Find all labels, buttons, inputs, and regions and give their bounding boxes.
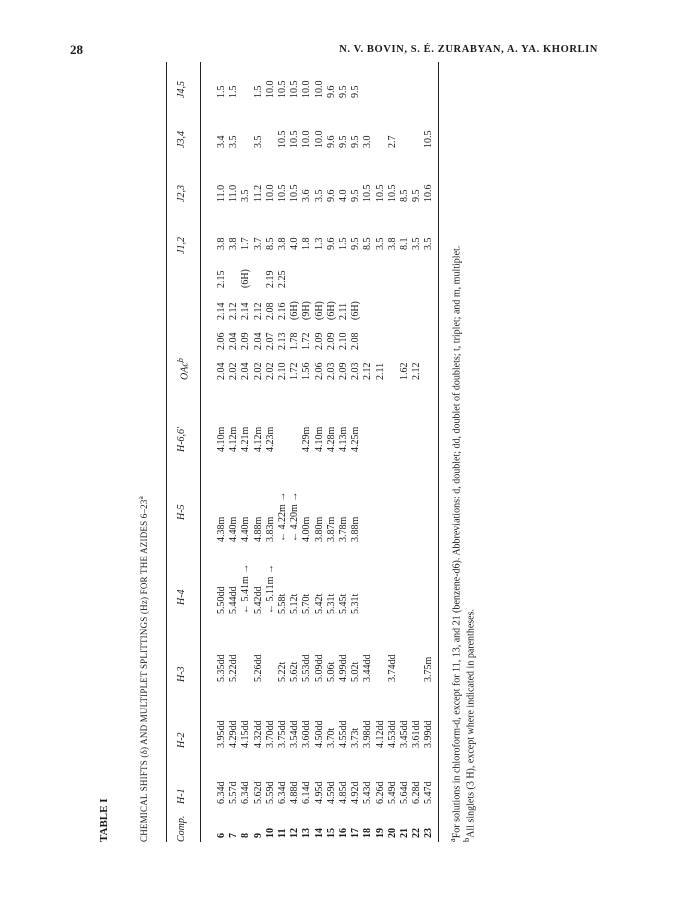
header-h3: H-3 [176,666,187,682]
column-oac-1: 2.04 2.02 2.04 2.02 2.02 2.10 1.72 1.56 2.06 2.03 2.09 2.03 2.12 2.11 1.62 2.12 [216,362,423,380]
header-h2: H-2 [176,732,187,748]
header-j23: J2,3 [176,185,187,202]
column-j23: 11.0 11.0 3.5 11.2 10.0 10.5 10.5 3.6 3.5 9.6 4.0 9.5 10.5 10.5 10.5 8.5 9.5 10.6 [216,184,435,202]
column-j12: 3.8 3.8 1.7 3.7 8.5 3.8 4.0 1.8 1.3 9.6 1.5 9.5 8.5 3.5 3.8 8.1 3.5 3.5 [216,237,435,250]
page-number: 28 [70,42,83,57]
header-comp: Comp. [176,815,187,842]
header-oac-mark: b [176,358,185,363]
column-h5: 4.38m 4.40m 4.40m 4.88m 3.83m ← 4.22m → ← 4.20m → 4.00m 3.80m 3.87m 3.78m 3.88m [216,491,362,542]
table-caption-text: CHEMICAL SHIFTS (δ) AND MULTIPLET SPLITTINGS (Hz) FOR THE AZIDES 6–23 [139,499,149,842]
running-head: N. V. BOVIN, S. É. ZURABYAN, A. YA. KHORLIN [339,44,598,55]
footnote-b-mark: b [462,837,471,842]
header-j12: J1,2 [176,237,187,254]
column-h1: 6.34d 5.57d 6.34d 5.62d 5.59d 6.34d 4.88d 6.14d 4.95d 4.59d 4.85d 4.92d 5.43d 6.26d 5.49d 5.64d 6.28d 5.47d [216,781,435,804]
caption-footnote-mark: a [136,495,145,500]
footnote-a-text: For solutions in chloroform-d, except for 11, 13, and 21 (benzene-d6). Abbreviations: d, doublet; dd, doublet of doublets; t, triplet; and m, multiplet. [451,245,463,839]
column-j34: 3.4 3.5 3.5 10.5 10.5 10.0 10.0 9.6 9.5 9.5 3.0 2.7 10.5 [216,130,435,148]
header-bottom-rule [200,62,201,842]
header-h6: H-6,6′ [176,426,187,452]
header-j45: J4,5 [176,81,187,98]
header-h1: H-1 [176,788,187,804]
column-j45: 1.5 1.5 1.5 10.0 10.5 10.5 10.0 10.0 9.6 9.5 9.5 [216,80,362,98]
table-caption [136,496,149,842]
header-j34: J3,4 [176,131,187,148]
column-comp: 6 7 8 9 10 11 12 13 14 15 16 17 18 19 20 21 22 23 [216,828,435,838]
footnote-b [462,609,476,842]
footnote-a [448,246,462,842]
header-top-rule [166,62,167,842]
column-h6: 4.10m 4.12m 4.21m 4.12m 4.23m 4.29m 4.10m 4.28m 4.13m 4.25m [216,426,362,452]
column-h2: 3.95dd 4.29dd 4.15dd 4.32dd 3.70dd 3.75dd 3.54dd 3.60dd 4.50dd 3.70t 4.55dd 3.73t 3.98dd 4.12dd 4.53dd 3.45dd 3.61dd 3.99dd [216,720,435,748]
column-oac-2: 2.06 2.04 2.09 2.04 2.07 2.13 1.78 1.72 2.09 2.09 2.10 2.08 [216,332,362,350]
column-h4: 5.50dd 5.44dd ← 5.41m → 5.42dd ← 5.11m → 5.58t 5.12t 5.70t 5.42t 5.31t 5.45t 5.31t [216,563,362,614]
header-h5: H-5 [176,504,187,520]
header-h4: H-4 [176,589,187,605]
header-oac [176,358,190,380]
column-h3: 5.35dd 5.22dd 5.26dd 5.22t 5.62t 5.53dd 5.09dd 5.06t 4.99dd 5.02t 3.44dd 3.74dd 3.75m [216,654,435,682]
rotated-table [98,62,598,842]
footnote-b-text: All singlets (3 H), except where indicated in parentheses. [465,609,477,838]
table-label: TABLE I [98,798,110,842]
column-oac-3: 2.14 2.12 2.14 2.12 2.08 2.16 (6H) (9H) (6H) (6H) 2.11 (6H) [216,301,362,320]
header-oac-text: OAc [179,362,191,380]
table-bottom-rule [438,62,439,842]
column-oac-4: 2.15 (6H) 2.19 2.25 [216,269,289,288]
footnote-a-mark: a [448,838,457,842]
